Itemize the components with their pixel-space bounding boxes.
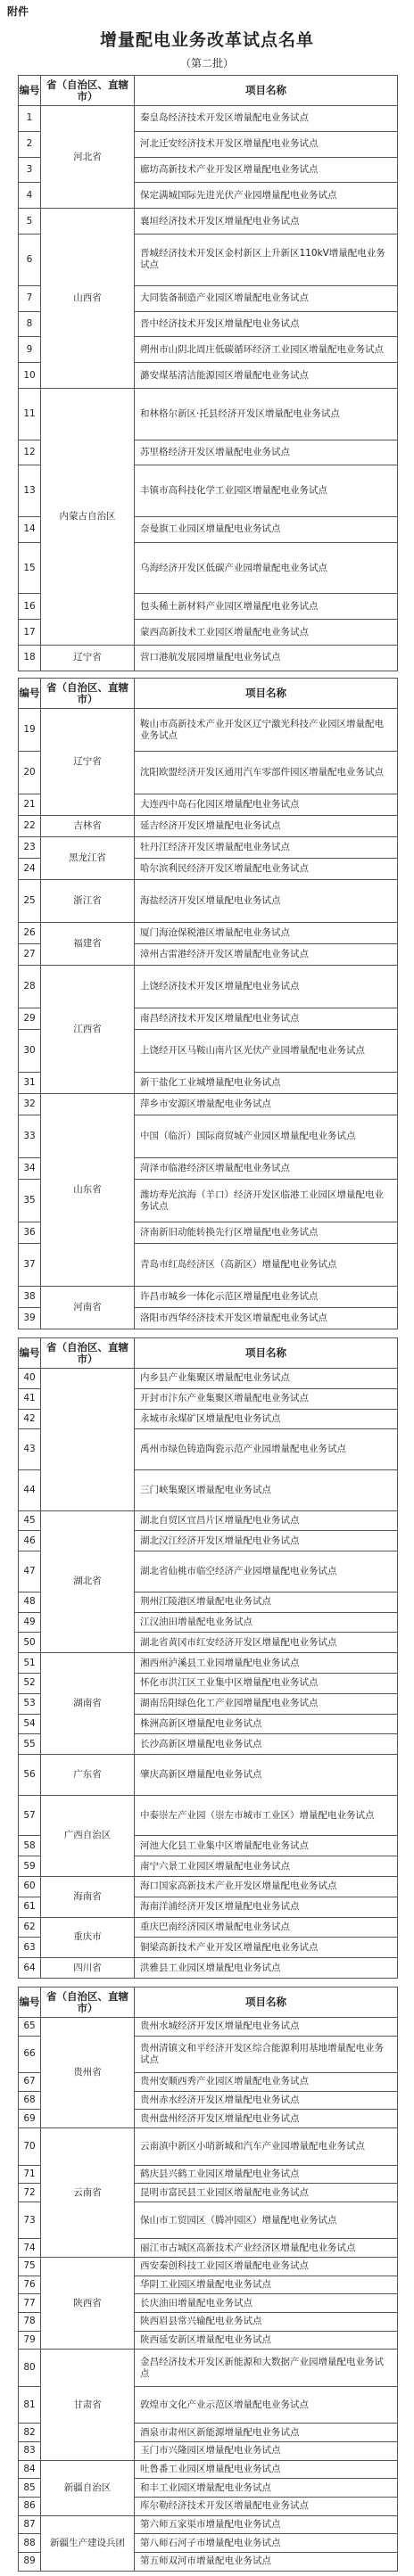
project-name: 延吉经济开发区增量配电业务试点 bbox=[135, 816, 398, 837]
project-name: 廊坊高新技术产业开发区增量配电业务试点 bbox=[135, 157, 398, 183]
province-cell: 甘肃省 bbox=[41, 2350, 135, 2460]
project-name: 贵州安顺西秀产业园区增量配电业务试点 bbox=[135, 2073, 398, 2092]
row-number: 55 bbox=[19, 1734, 41, 1755]
row-number: 80 bbox=[19, 2350, 41, 2386]
project-name: 贵州水城经济开发区增量配电业务试点 bbox=[135, 2018, 398, 2037]
project-name: 肇庆高新区增量配电业务试点 bbox=[135, 1755, 398, 1796]
table-row bbox=[19, 1755, 398, 1796]
row-number: 2 bbox=[19, 131, 41, 157]
project-name: 江汉油田增量配电业务试点 bbox=[135, 1612, 398, 1633]
project-name: 和林格尔新区·托县经济开发区增量配电业务试点 bbox=[135, 388, 398, 440]
row-number: 78 bbox=[19, 2313, 41, 2332]
table-row bbox=[19, 646, 398, 671]
row-number: 39 bbox=[19, 1308, 41, 1329]
project-name: 南宁六景工业园区增量配电业务试点 bbox=[135, 1856, 398, 1877]
project-name: 昆明市富民县工业园区增量配电业务试点 bbox=[135, 2184, 398, 2202]
project-name: 潞安煤基清洁能源园区增量配电业务试点 bbox=[135, 363, 398, 389]
header-province: 省（自治区、直辖市） bbox=[41, 1338, 135, 1369]
row-number: 73 bbox=[19, 2202, 41, 2238]
project-name: 库尔勒经济技术开发区增量配电业务试点 bbox=[135, 2497, 398, 2515]
header-project: 项目名称 bbox=[135, 679, 398, 709]
project-name: 内乡县产业集聚区增量配电业务试点 bbox=[135, 1369, 398, 1389]
row-number: 62 bbox=[19, 1917, 41, 1938]
project-name: 吐鲁番工业园区增量配电业务试点 bbox=[135, 2460, 398, 2479]
row-number: 79 bbox=[19, 2331, 41, 2350]
row-number: 76 bbox=[19, 2276, 41, 2294]
row-number: 32 bbox=[19, 1094, 41, 1115]
project-name: 西安秦创科技工业园区增量配电业务试点 bbox=[135, 2257, 398, 2276]
province-cell: 广西自治区 bbox=[41, 1795, 135, 1876]
row-number: 89 bbox=[19, 2553, 41, 2572]
row-number: 25 bbox=[19, 880, 41, 923]
project-name: 云南滇中新区小哨新城和汽车产业园增量配电业务试点 bbox=[135, 2128, 398, 2165]
project-name: 保定满城国际先进光伏产业园增量配电业务试点 bbox=[135, 183, 398, 209]
project-name: 南昌经济技术开发区增量配电业务试点 bbox=[135, 1008, 398, 1030]
row-number: 43 bbox=[19, 1429, 41, 1470]
province-cell: 新疆生产建设兵团 bbox=[41, 2515, 135, 2571]
header-project: 项目名称 bbox=[135, 1988, 398, 2018]
row-number: 83 bbox=[19, 2441, 41, 2460]
project-name: 永城市永煤矿区增量配电业务试点 bbox=[135, 1409, 398, 1429]
project-name: 乌海经济开发区低碳产业园增量配电业务试点 bbox=[135, 542, 398, 594]
header-num: 编号 bbox=[19, 679, 41, 709]
row-number: 34 bbox=[19, 1158, 41, 1180]
province-cell: 辽宁省 bbox=[41, 709, 135, 816]
row-number: 27 bbox=[19, 944, 41, 966]
row-number: 56 bbox=[19, 1755, 41, 1796]
project-name: 海南洋浦经济开发区增量配电业务试点 bbox=[135, 1897, 398, 1917]
project-name: 萍乡市安源区增量配电业务试点 bbox=[135, 1094, 398, 1115]
row-number: 54 bbox=[19, 1714, 41, 1734]
table-section-2 bbox=[18, 678, 398, 1329]
page-subtitle: （第二批） bbox=[179, 57, 234, 70]
project-name: 洪雅县工业园区增量配电业务试点 bbox=[135, 1958, 398, 1979]
project-name: 中国（临沂）国际商贸城产业园区增量配电业务试点 bbox=[135, 1115, 398, 1158]
row-number: 33 bbox=[19, 1115, 41, 1158]
project-name: 怀化市洪江区工业集中区增量配电业务试点 bbox=[135, 1673, 398, 1693]
table-row bbox=[19, 2128, 398, 2165]
table-row bbox=[19, 2257, 398, 2276]
project-name: 贵州赤水经济开发区增量配电业务试点 bbox=[135, 2091, 398, 2110]
row-number: 53 bbox=[19, 1693, 41, 1714]
project-name: 敦煌市文化产业示范区增量配电业务试点 bbox=[135, 2386, 398, 2423]
project-name: 开封市汴东产业集聚区增量配电业务试点 bbox=[135, 1388, 398, 1409]
table-row bbox=[19, 837, 398, 859]
project-name: 中泰崇左产业园（崇左市城市工业区）增量配电业务试点 bbox=[135, 1795, 398, 1836]
project-name: 铜梁高新技术产业开发区增量配电业务试点 bbox=[135, 1938, 398, 1958]
row-number: 12 bbox=[19, 440, 41, 465]
project-name: 潍坊寿光滨海（羊口）经济开发区临港工业园区增量配电业务试点 bbox=[135, 1180, 398, 1222]
project-name: 上饶经开区马鞍山南片区光伏产业园增量配电业务试点 bbox=[135, 1030, 398, 1073]
header-province: 省（自治区、直辖市） bbox=[41, 1988, 135, 2018]
header-num: 编号 bbox=[19, 1988, 41, 2018]
project-name: 济南新旧动能转换先行区增量配电业务试点 bbox=[135, 1222, 398, 1244]
project-name: 丰镇市高科技化学工业园区增量配电业务试点 bbox=[135, 465, 398, 517]
table-row bbox=[19, 1653, 398, 1674]
province-cell: 辽宁省 bbox=[41, 646, 135, 671]
province-cell: 湖北省 bbox=[41, 1510, 135, 1653]
province-cell bbox=[41, 1369, 135, 1511]
row-number: 18 bbox=[19, 646, 41, 671]
table-section-4 bbox=[18, 1987, 398, 2571]
project-name: 海口国家高新技术产业开发区增量配电业务试点 bbox=[135, 1876, 398, 1897]
table-row bbox=[19, 966, 398, 1008]
header-num: 编号 bbox=[19, 1338, 41, 1369]
row-number: 10 bbox=[19, 363, 41, 389]
project-name: 湖北汉江经济开发区增量配电业务试点 bbox=[135, 1531, 398, 1551]
project-name: 营口港航发展园增量配电业务试点 bbox=[135, 646, 398, 671]
table-row bbox=[19, 709, 398, 752]
page-title: 增量配电业务改革试点名单 bbox=[99, 30, 314, 50]
row-number: 58 bbox=[19, 1836, 41, 1856]
project-name: 和丰工业园区增量配电业务试点 bbox=[135, 2479, 398, 2498]
row-number: 40 bbox=[19, 1369, 41, 1389]
province-cell: 云南省 bbox=[41, 2128, 135, 2258]
project-name: 沈阳欧盟经济开发区通用汽车零部件园区增量配电业务试点 bbox=[135, 752, 398, 794]
row-number: 61 bbox=[19, 1897, 41, 1917]
project-name: 湖北省黄冈市红安经济开发区增量配电业务试点 bbox=[135, 1633, 398, 1653]
project-name: 禹州市绿色铸造陶瓷示范产业园增量配电业务试点 bbox=[135, 1429, 398, 1470]
table-row bbox=[19, 1958, 398, 1979]
province-cell: 福建省 bbox=[41, 923, 135, 966]
table-row bbox=[19, 2460, 398, 2479]
row-number: 52 bbox=[19, 1673, 41, 1693]
row-number: 3 bbox=[19, 157, 41, 183]
province-cell: 山东省 bbox=[41, 1094, 135, 1287]
row-number: 75 bbox=[19, 2257, 41, 2276]
project-name: 湖北自贸区宜昌片区增量配电业务试点 bbox=[135, 1510, 398, 1531]
row-number: 49 bbox=[19, 1612, 41, 1633]
province-cell: 新疆自治区 bbox=[41, 2460, 135, 2515]
project-name: 上饶经济技术开发区增量配电业务试点 bbox=[135, 966, 398, 1008]
province-cell: 四川省 bbox=[41, 1958, 135, 1979]
row-number: 11 bbox=[19, 388, 41, 440]
row-number: 65 bbox=[19, 2018, 41, 2037]
pilot-table bbox=[18, 1337, 398, 1979]
province-cell: 海南省 bbox=[41, 1876, 135, 1917]
header-project: 项目名称 bbox=[135, 1338, 398, 1369]
row-number: 48 bbox=[19, 1592, 41, 1612]
table-section-1 bbox=[18, 75, 398, 671]
province-cell: 江西省 bbox=[41, 966, 135, 1094]
row-number: 74 bbox=[19, 2239, 41, 2258]
project-name: 第五师双河市增量配电业务试点 bbox=[135, 2553, 398, 2572]
row-number: 24 bbox=[19, 859, 41, 880]
project-name: 大连西中岛石化园区增量配电业务试点 bbox=[135, 794, 398, 816]
project-name: 三门峡集聚区增量配电业务试点 bbox=[135, 1469, 398, 1510]
row-number: 63 bbox=[19, 1938, 41, 1958]
row-number: 42 bbox=[19, 1409, 41, 1429]
project-name: 陕西延安新区增量配电业务试点 bbox=[135, 2331, 398, 2350]
project-name: 重庆巴南经济园区增量配电业务试点 bbox=[135, 1917, 398, 1938]
project-name: 厦门海沧保税港区增量配电业务试点 bbox=[135, 923, 398, 944]
project-name: 襄垣经济技术开发区增量配电业务试点 bbox=[135, 209, 398, 235]
row-number: 29 bbox=[19, 1008, 41, 1030]
project-name: 湖南岳阳绿色化工产业园增量配电业务试点 bbox=[135, 1693, 398, 1714]
table-row bbox=[19, 388, 398, 440]
table-row bbox=[19, 880, 398, 923]
attachment-label: 附件 bbox=[7, 5, 29, 18]
project-name: 长庆油田增量配电业务试点 bbox=[135, 2294, 398, 2313]
province-cell: 陕西省 bbox=[41, 2257, 135, 2349]
row-number: 81 bbox=[19, 2386, 41, 2423]
row-number: 23 bbox=[19, 837, 41, 859]
table-row bbox=[19, 923, 398, 944]
table-row bbox=[19, 2350, 398, 2386]
project-name: 苏里格经济开发区增量配电业务试点 bbox=[135, 440, 398, 465]
pilot-table bbox=[18, 75, 398, 671]
project-name: 海盐经济开发区增量配电业务试点 bbox=[135, 880, 398, 923]
row-number: 67 bbox=[19, 2073, 41, 2092]
row-number: 69 bbox=[19, 2110, 41, 2128]
project-name: 保山市工贸园区（腾冲园区）增量配电业务试点 bbox=[135, 2202, 398, 2238]
row-number: 5 bbox=[19, 209, 41, 235]
row-number: 31 bbox=[19, 1073, 41, 1094]
project-name: 酒泉市肃州区新能源增量配电业务试点 bbox=[135, 2424, 398, 2442]
project-name: 漳州古雷港经济开发区增量配电业务试点 bbox=[135, 944, 398, 966]
project-name: 青岛市红岛经济区（高新区）增量配电业务试点 bbox=[135, 1244, 398, 1287]
row-number: 59 bbox=[19, 1856, 41, 1877]
row-number: 38 bbox=[19, 1287, 41, 1308]
project-name: 奈曼旗工业园区增量配电业务试点 bbox=[135, 517, 398, 543]
project-name: 玉门市兴隆园区增量配电业务试点 bbox=[135, 2441, 398, 2460]
row-number: 84 bbox=[19, 2460, 41, 2479]
row-number: 45 bbox=[19, 1510, 41, 1531]
row-number: 16 bbox=[19, 594, 41, 620]
row-number: 17 bbox=[19, 620, 41, 646]
row-number: 68 bbox=[19, 2091, 41, 2110]
project-name: 哈尔滨利民经济开发区增量配电业务试点 bbox=[135, 859, 398, 880]
table-row bbox=[19, 2018, 398, 2037]
row-number: 64 bbox=[19, 1958, 41, 1979]
row-number: 22 bbox=[19, 816, 41, 837]
project-name: 朔州市山阴北周庄低碳循环经济工业园区增量配电业务试点 bbox=[135, 337, 398, 363]
row-number: 71 bbox=[19, 2165, 41, 2184]
province-cell: 广东省 bbox=[41, 1755, 135, 1796]
row-number: 57 bbox=[19, 1795, 41, 1836]
row-number: 82 bbox=[19, 2424, 41, 2442]
project-name: 新干盐化工业城增量配电业务试点 bbox=[135, 1073, 398, 1094]
pilot-table bbox=[18, 678, 398, 1329]
header-num: 编号 bbox=[19, 76, 41, 106]
row-number: 47 bbox=[19, 1551, 41, 1593]
row-number: 6 bbox=[19, 235, 41, 286]
row-number: 46 bbox=[19, 1531, 41, 1551]
province-cell: 山西省 bbox=[41, 209, 135, 389]
table-row bbox=[19, 1094, 398, 1115]
province-cell: 河南省 bbox=[41, 1287, 135, 1329]
row-number: 9 bbox=[19, 337, 41, 363]
project-name: 许昌市城乡一体化示范区增量配电业务试点 bbox=[135, 1287, 398, 1308]
pilot-table bbox=[18, 1987, 398, 2572]
province-cell: 河北省 bbox=[41, 106, 135, 209]
row-number: 50 bbox=[19, 1633, 41, 1653]
province-cell: 吉林省 bbox=[41, 816, 135, 837]
project-name: 河北迁安经济技术开发区增量配电业务试点 bbox=[135, 131, 398, 157]
row-number: 72 bbox=[19, 2184, 41, 2202]
project-name: 贵州盘州经济开发区增量配电业务试点 bbox=[135, 2110, 398, 2128]
project-name: 第六师五家渠市增量配电业务试点 bbox=[135, 2515, 398, 2534]
province-cell: 贵州省 bbox=[41, 2018, 135, 2128]
table-row bbox=[19, 1917, 398, 1938]
row-number: 19 bbox=[19, 709, 41, 752]
row-number: 60 bbox=[19, 1876, 41, 1897]
row-number: 26 bbox=[19, 923, 41, 944]
table-section-3 bbox=[18, 1337, 398, 1978]
row-number: 44 bbox=[19, 1469, 41, 1510]
row-number: 30 bbox=[19, 1030, 41, 1073]
table-row bbox=[19, 816, 398, 837]
project-name: 晋城经济技术开发区金村新区上升新区110kV增量配电业务试点 bbox=[135, 235, 398, 286]
row-number: 86 bbox=[19, 2497, 41, 2515]
project-name: 河池大化县工业集中区增量配电业务试点 bbox=[135, 1836, 398, 1856]
project-name: 大同装备制造产业园区增量配电业务试点 bbox=[135, 285, 398, 311]
row-number: 15 bbox=[19, 542, 41, 594]
row-number: 88 bbox=[19, 2534, 41, 2553]
row-number: 20 bbox=[19, 752, 41, 794]
row-number: 66 bbox=[19, 2036, 41, 2072]
province-cell: 黑龙江省 bbox=[41, 837, 135, 880]
province-cell: 重庆市 bbox=[41, 1917, 135, 1958]
table-row bbox=[19, 1510, 398, 1531]
province-cell: 内蒙古自治区 bbox=[41, 388, 135, 645]
row-number: 41 bbox=[19, 1388, 41, 1409]
project-name: 长沙高新区增量配电业务试点 bbox=[135, 1734, 398, 1755]
row-number: 35 bbox=[19, 1180, 41, 1222]
table-row bbox=[19, 1369, 398, 1389]
project-name: 鹤庆县兴鹤工业园区增量配电业务试点 bbox=[135, 2165, 398, 2184]
row-number: 7 bbox=[19, 285, 41, 311]
row-number: 77 bbox=[19, 2294, 41, 2313]
table-row bbox=[19, 1287, 398, 1308]
province-cell: 湖南省 bbox=[41, 1653, 135, 1755]
row-number: 70 bbox=[19, 2128, 41, 2165]
row-number: 4 bbox=[19, 183, 41, 209]
row-number: 14 bbox=[19, 517, 41, 543]
row-number: 36 bbox=[19, 1222, 41, 1244]
row-number: 51 bbox=[19, 1653, 41, 1674]
row-number: 21 bbox=[19, 794, 41, 816]
project-name: 株洲高新区增量配电业务试点 bbox=[135, 1714, 398, 1734]
project-name: 金昌经济技术开发区新能源和大数据产业园增量配电业务试点 bbox=[135, 2350, 398, 2386]
project-name: 洛阳市西华经济技术开发区增量配电业务试点 bbox=[135, 1308, 398, 1329]
project-name: 湖北省仙桃市临空经济产业园增量配电业务试点 bbox=[135, 1551, 398, 1593]
table-row bbox=[19, 1876, 398, 1897]
project-name: 包头稀土新材料产业园区增量配电业务试点 bbox=[135, 594, 398, 620]
row-number: 8 bbox=[19, 311, 41, 337]
table-row bbox=[19, 1795, 398, 1836]
header-project: 项目名称 bbox=[135, 76, 398, 106]
header-province: 省（自治区、直辖市） bbox=[41, 76, 135, 106]
row-number: 28 bbox=[19, 966, 41, 1008]
project-name: 蒙西高新技术工业园区增量配电业务试点 bbox=[135, 620, 398, 646]
project-name: 鞍山市高新技术产业开发区辽宁激光科技产业园区增量配电业务试点 bbox=[135, 709, 398, 752]
project-name: 丽江市古城区高新技术产业经济区增量配电业务试点 bbox=[135, 2239, 398, 2258]
project-name: 晋中经济技术开发区增量配电业务试点 bbox=[135, 311, 398, 337]
project-name: 菏泽市临港经济区增量配电业务试点 bbox=[135, 1158, 398, 1180]
row-number: 85 bbox=[19, 2479, 41, 2498]
header-province: 省（自治区、直辖市） bbox=[41, 679, 135, 709]
project-name: 湘西州泸溪县工业园增量配电业务试点 bbox=[135, 1653, 398, 1674]
table-row bbox=[19, 209, 398, 235]
project-name: 陕西眉县常兴输配电业务试点 bbox=[135, 2313, 398, 2332]
project-name: 秦皇岛经济技术开发区增量配电业务试点 bbox=[135, 106, 398, 132]
project-name: 华阴工业园区增量配电业务试点 bbox=[135, 2276, 398, 2294]
project-name: 第八师石河子市增量配电业务试点 bbox=[135, 2534, 398, 2553]
project-name: 贵州清镇文和平经济开发区综合能源利用基地增量配电业务试点 bbox=[135, 2036, 398, 2072]
row-number: 1 bbox=[19, 106, 41, 132]
table-row bbox=[19, 106, 398, 132]
project-name: 牡丹江经济开发区增量配电业务试点 bbox=[135, 837, 398, 859]
project-name: 荆州江陵港区增量配电业务试点 bbox=[135, 1592, 398, 1612]
row-number: 37 bbox=[19, 1244, 41, 1287]
province-cell: 浙江省 bbox=[41, 880, 135, 923]
table-row bbox=[19, 2515, 398, 2534]
row-number: 87 bbox=[19, 2515, 41, 2534]
row-number: 13 bbox=[19, 465, 41, 517]
